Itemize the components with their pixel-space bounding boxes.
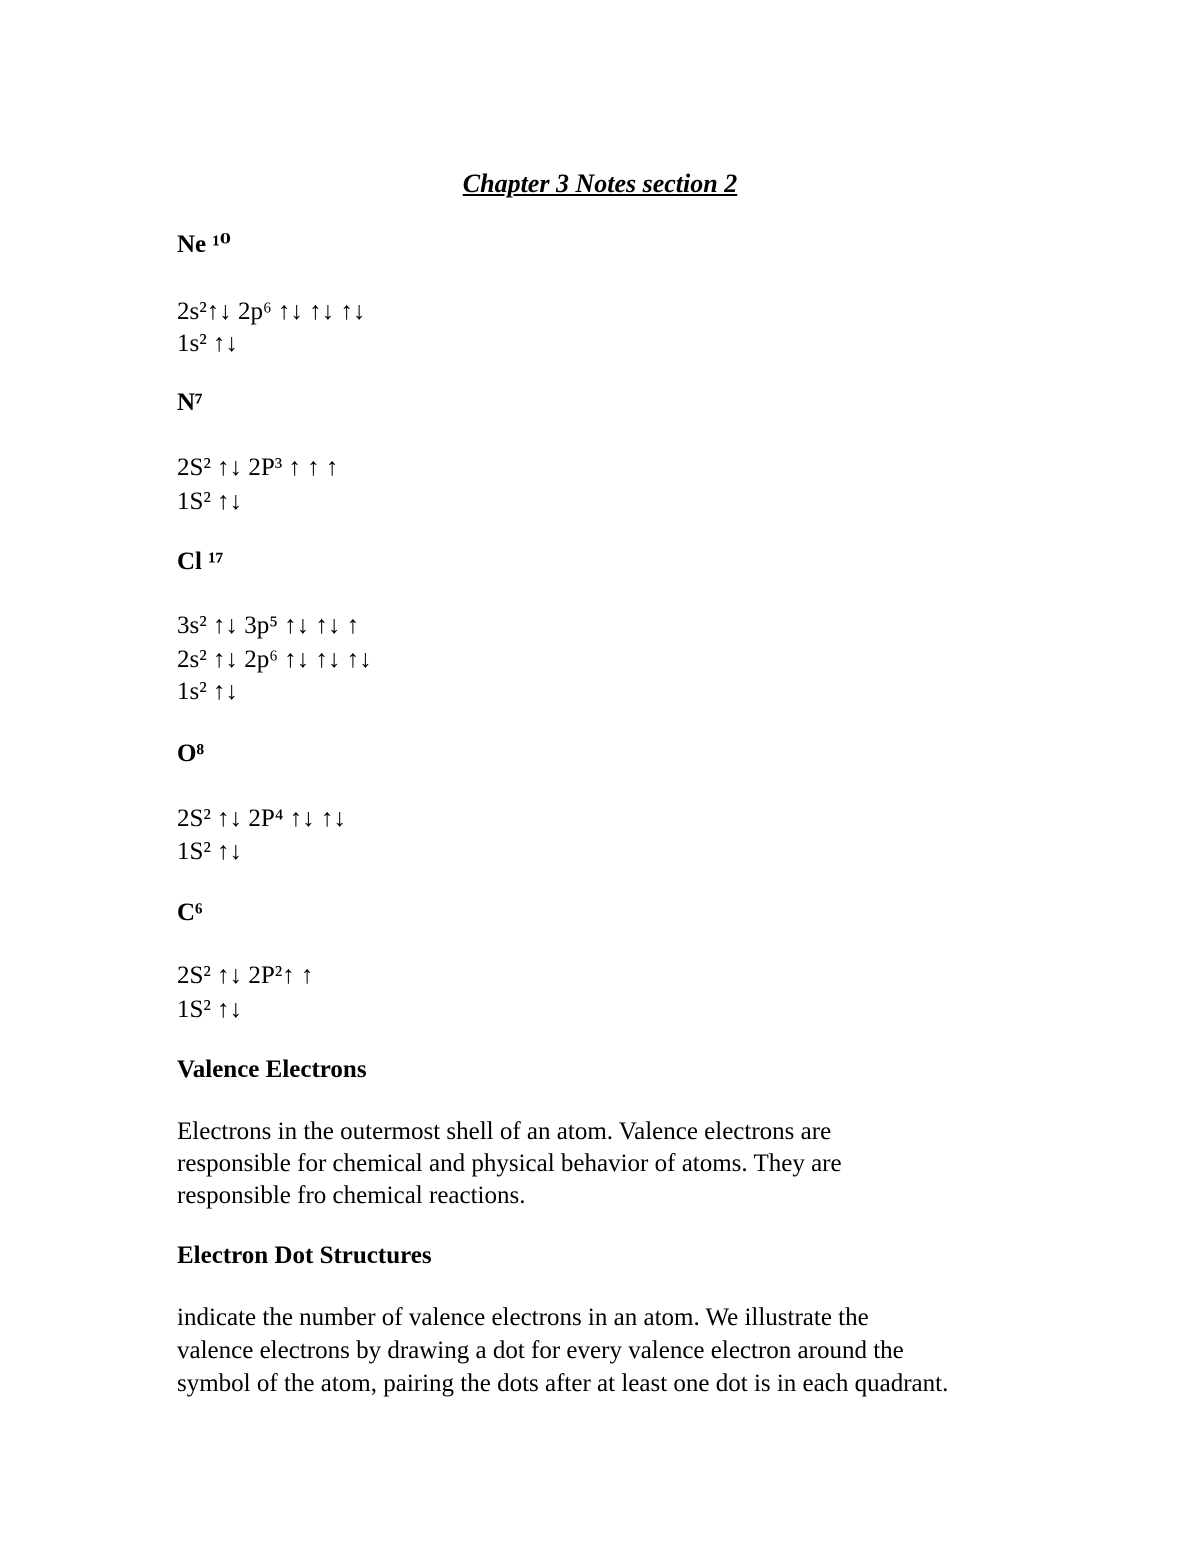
section-heading-valence: Valence Electrons — [177, 1056, 367, 1083]
orbital-line: 2s²↑↓ 2p⁶ ↑↓ ↑↓ ↑↓ — [177, 298, 366, 325]
element-symbol-ne: Ne ¹⁰ — [177, 231, 231, 258]
orbital-line: 2S² ↑↓ 2P⁴ ↑↓ ↑↓ — [177, 805, 347, 832]
orbital-line: 2s² ↑↓ 2p⁶ ↑↓ ↑↓ ↑↓ — [177, 646, 372, 673]
orbital-line: 1s² ↑↓ — [177, 330, 238, 357]
orbital-line: 2S² ↑↓ 2P²↑ ↑ — [177, 962, 314, 989]
page-title: Chapter 3 Notes section 2 — [462, 169, 738, 198]
orbital-line: 1S² ↑↓ — [177, 488, 243, 515]
orbital-line: 2S² ↑↓ 2P³ ↑ ↑ ↑ — [177, 454, 339, 481]
orbital-line: 3s² ↑↓ 3p⁵ ↑↓ ↑↓ ↑ — [177, 612, 360, 639]
element-symbol-n: N⁷ — [177, 389, 203, 416]
element-symbol-o: O⁸ — [177, 740, 204, 767]
orbital-line: 1s² ↑↓ — [177, 678, 238, 705]
paragraph-line: Electrons in the outermost shell of an atom. Valence electrons are — [177, 1118, 832, 1145]
section-heading-dot-structures: Electron Dot Structures — [177, 1242, 432, 1269]
element-symbol-c: C⁶ — [177, 899, 203, 926]
paragraph-line: responsible for chemical and physical behavior of atoms. They are — [177, 1150, 842, 1177]
paragraph-line: responsible fro chemical reactions. — [177, 1182, 526, 1209]
paragraph-line: indicate the number of valence electrons in an atom. We illustrate the — [177, 1304, 869, 1331]
orbital-line: 1S² ↑↓ — [177, 838, 243, 865]
paragraph-line: symbol of the atom, pairing the dots after at least one dot is in each quadrant. — [177, 1370, 949, 1397]
paragraph-line: valence electrons by drawing a dot for every valence electron around the — [177, 1337, 904, 1364]
element-symbol-cl: Cl ¹⁷ — [177, 548, 224, 575]
orbital-line: 1S² ↑↓ — [177, 996, 243, 1023]
